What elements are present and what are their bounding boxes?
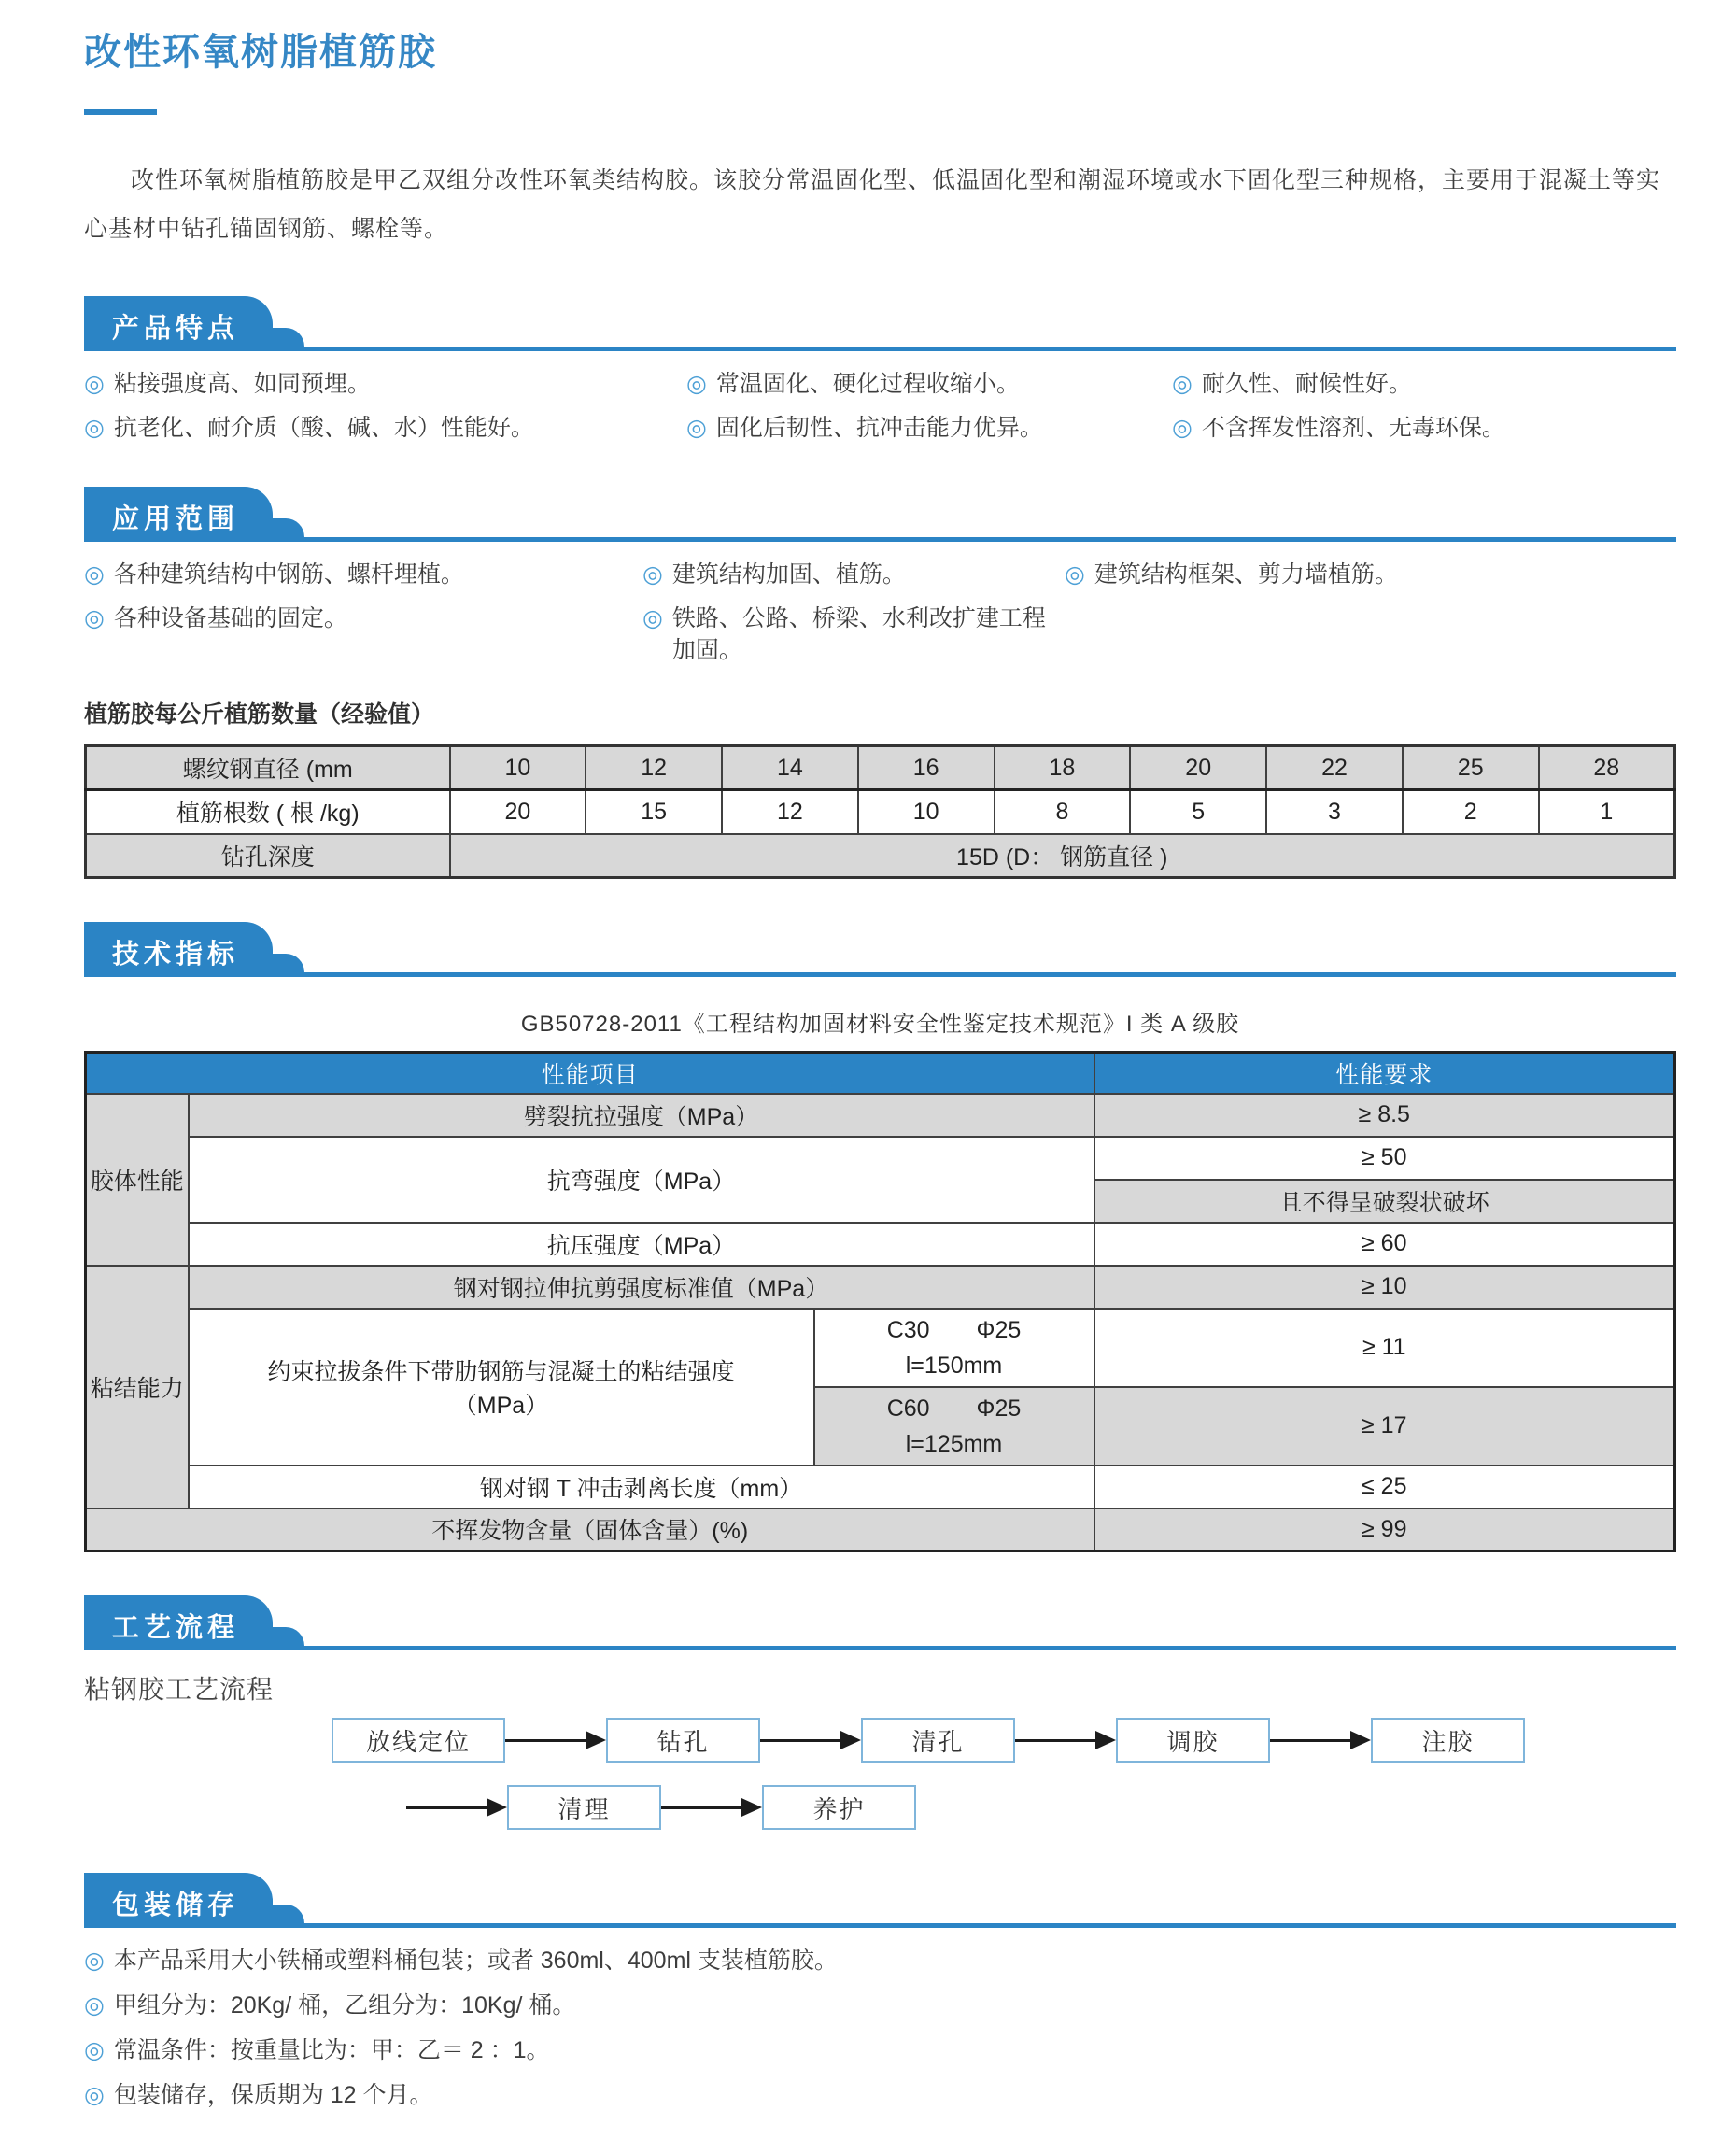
packaging-heading: 包装储存 <box>112 1891 240 1920</box>
section-header-packaging <box>84 1873 1676 1928</box>
technical-heading: 技术指标 <box>112 940 240 970</box>
bullseye-icon: ◎ <box>642 561 663 588</box>
packaging-text: 本产品采用大小铁桶或塑料桶包装；或者 360ml、400ml 支装植筋胶。 <box>113 1948 838 1974</box>
flow-step: 注胶 <box>1371 1718 1525 1763</box>
table-row <box>86 834 1675 878</box>
table-row <box>86 746 1675 790</box>
applications-badge <box>84 487 273 537</box>
list-item <box>84 412 686 444</box>
technical-table <box>84 1051 1676 1552</box>
bullseye-icon: ◎ <box>84 1992 105 2019</box>
condition-line2: l=125mm <box>905 1430 1003 1457</box>
flow-step: 调胶 <box>1116 1718 1270 1763</box>
cell: 14 <box>722 746 858 790</box>
property-cell: 不挥发物含量（固体含量）(%) <box>86 1509 1094 1551</box>
applications-heading: 应用范围 <box>112 504 240 534</box>
arrow-right-icon <box>661 1798 762 1817</box>
table-row <box>86 1094 1675 1137</box>
property-cell: 钢对钢拉伸抗剪强度标准值（MPa） <box>189 1266 1094 1309</box>
technical-badge <box>84 922 273 972</box>
cell: 16 <box>858 746 995 790</box>
cell: 25 <box>1403 746 1539 790</box>
table-row <box>86 1223 1675 1266</box>
requirement-cell: ≥ 50 <box>1094 1137 1675 1180</box>
flow-step: 放线定位 <box>332 1718 505 1763</box>
list-item <box>642 559 1065 590</box>
bullseye-icon: ◎ <box>84 2037 105 2063</box>
condition-line2: l=150mm <box>905 1352 1003 1379</box>
section-header-process <box>84 1595 1676 1650</box>
property-cell: 劈裂抗拉强度（MPa） <box>189 1094 1094 1137</box>
intro-paragraph: 改性环氧树脂植筋胶是甲乙双组分改性环氧类结构胶。该胶分常温固化型、低温固化型和潮湿环境或水下固化型三种规格，主要用于混凝土等实心基材中钻孔锚固钢筋、螺栓等。 <box>84 167 1661 242</box>
feature-text: 固化后韧性、抗冲击能力优异。 <box>715 415 1043 441</box>
features-list <box>84 368 1676 444</box>
cell: 15 <box>586 790 722 834</box>
span-cell: 15D (D： 钢筋直径 ) <box>450 834 1675 878</box>
dosage-table-title: 植筋胶每公斤植筋数量（经验值） <box>84 701 435 728</box>
list-item <box>1065 559 1676 590</box>
bullseye-icon: ◎ <box>1065 561 1085 588</box>
cell: 12 <box>586 746 722 790</box>
table-row <box>86 1309 1675 1387</box>
section-header-technical <box>84 922 1676 977</box>
feature-text: 不含挥发性溶剂、无毒环保。 <box>1201 415 1505 441</box>
cell: 28 <box>1539 746 1675 790</box>
bullseye-icon: ◎ <box>84 1948 105 1974</box>
list-item <box>686 412 1172 444</box>
cell: 2 <box>1403 790 1539 834</box>
bullseye-icon: ◎ <box>642 605 663 631</box>
feature-text: 抗老化、耐介质（酸、碱、水）性能好。 <box>113 415 534 441</box>
section-header-features <box>84 296 1676 351</box>
requirement-cell: ≥ 17 <box>1094 1387 1675 1466</box>
packaging-text: 常温条件：按重量比为：甲：乙＝ 2 ：1。 <box>113 2037 550 2063</box>
requirement-cell: ≥ 11 <box>1094 1309 1675 1387</box>
list-item <box>84 559 642 590</box>
packaging-text: 甲组分为：20Kg/ 桶，乙组分为：10Kg/ 桶。 <box>113 1992 576 2019</box>
cell: 1 <box>1539 790 1675 834</box>
list-item <box>84 1945 1676 1976</box>
dosage-table <box>84 744 1676 879</box>
list-item <box>84 2079 1676 2111</box>
requirement-cell: ≤ 25 <box>1094 1466 1675 1509</box>
bullseye-icon: ◎ <box>686 371 707 397</box>
list-item <box>84 368 686 400</box>
features-heading: 产品特点 <box>112 314 240 344</box>
list-item <box>84 2034 1676 2066</box>
property-cell: 抗压强度（MPa） <box>189 1223 1094 1266</box>
process-heading: 工艺流程 <box>112 1613 240 1643</box>
cell: 10 <box>858 790 995 834</box>
cell: 12 <box>722 790 858 834</box>
property-line2: （MPa） <box>453 1392 549 1419</box>
property-cell: 钢对钢 T 冲击剥离长度（mm） <box>189 1466 1094 1509</box>
applications-list <box>84 559 1676 666</box>
row-label: 植筋根数 ( 根 /kg) <box>86 790 450 834</box>
arrow-right-icon <box>1015 1731 1116 1749</box>
arrow-right-icon <box>505 1731 606 1749</box>
requirement-cell: ≥ 60 <box>1094 1223 1675 1266</box>
bullseye-icon: ◎ <box>1172 371 1193 397</box>
cell: 20 <box>450 790 586 834</box>
cell: 5 <box>1130 790 1266 834</box>
cell: 8 <box>995 790 1131 834</box>
cell: 20 <box>1130 746 1266 790</box>
column-header-requirement: 性能要求 <box>1094 1053 1675 1094</box>
condition-cell <box>814 1309 1094 1387</box>
features-badge <box>84 296 273 347</box>
requirement-cell: ≥ 99 <box>1094 1509 1675 1551</box>
requirement-cell: ≥ 8.5 <box>1094 1094 1675 1137</box>
table-row <box>86 1266 1675 1309</box>
list-item <box>1172 368 1676 400</box>
flow-step: 钻孔 <box>606 1718 760 1763</box>
application-text: 建筑结构加固、植筋。 <box>671 561 906 588</box>
bullseye-icon: ◎ <box>84 561 105 588</box>
bullseye-icon: ◎ <box>84 2082 105 2108</box>
group-label: 粘结能力 <box>86 1266 189 1509</box>
process-flow-row-2 <box>84 1785 1676 1830</box>
property-line1: 约束拉拔条件下带肋钢筋与混凝土的粘结强度 <box>267 1358 735 1385</box>
table-header-row <box>86 1053 1675 1094</box>
cell: 22 <box>1266 746 1403 790</box>
condition-line1: C60 Φ25 <box>886 1395 1022 1422</box>
process-subtitle: 粘钢胶工艺流程 <box>84 1675 275 1704</box>
cell: 3 <box>1266 790 1403 834</box>
property-cell <box>189 1309 814 1466</box>
arrow-right-icon <box>406 1798 507 1817</box>
arrow-right-icon <box>760 1731 861 1749</box>
packaging-list <box>84 1945 1676 2111</box>
table-row <box>86 790 1675 834</box>
flow-step: 清理 <box>507 1785 661 1830</box>
title-underline <box>84 109 157 115</box>
requirement-cell: 且不得呈破裂状破坏 <box>1094 1180 1675 1223</box>
row-label: 螺纹钢直径 (mm <box>86 746 450 790</box>
application-text: 各种建筑结构中钢筋、螺杆埋植。 <box>113 561 464 588</box>
list-item <box>84 1990 1676 2021</box>
bullseye-icon: ◎ <box>84 371 105 397</box>
packaging-text: 包装储存，保质期为 12 个月。 <box>113 2082 433 2108</box>
column-header-item: 性能项目 <box>86 1053 1094 1094</box>
list-item <box>84 602 642 666</box>
table-row <box>86 1137 1675 1180</box>
page-title: 改性环氧树脂植筋胶 <box>84 32 437 73</box>
feature-text: 耐久性、耐候性好。 <box>1201 371 1412 397</box>
table-row <box>86 1509 1675 1551</box>
feature-text: 粘接强度高、如同预埋。 <box>113 371 371 397</box>
requirement-cell: ≥ 10 <box>1094 1266 1675 1309</box>
section-header-applications <box>84 487 1676 542</box>
table-row <box>86 1466 1675 1509</box>
arrow-right-icon <box>1270 1731 1371 1749</box>
condition-line1: C30 Φ25 <box>886 1316 1022 1343</box>
condition-cell <box>814 1387 1094 1466</box>
packaging-badge <box>84 1873 273 1923</box>
bullseye-icon: ◎ <box>84 605 105 631</box>
list-item <box>686 368 1172 400</box>
application-text: 各种设备基础的固定。 <box>113 605 347 631</box>
process-badge <box>84 1595 273 1646</box>
group-label: 胶体性能 <box>86 1094 189 1266</box>
list-item <box>1172 412 1676 444</box>
list-item <box>642 602 1065 666</box>
row-label: 钻孔深度 <box>86 834 450 878</box>
flow-step: 养护 <box>762 1785 916 1830</box>
cell: 10 <box>450 746 586 790</box>
technical-standard-subtitle: GB50728-2011《工程结构加固材料安全性鉴定技术规范》I 类 A 级胶 <box>520 1012 1240 1037</box>
application-text: 建筑结构框架、剪力墙植筋。 <box>1094 561 1398 588</box>
feature-text: 常温固化、硬化过程收缩小。 <box>715 371 1020 397</box>
bullseye-icon: ◎ <box>84 415 105 441</box>
cell: 18 <box>995 746 1131 790</box>
application-text: 铁路、公路、桥梁、水利改扩建工程加固。 <box>671 605 1046 663</box>
property-cell: 抗弯强度（MPa） <box>189 1137 1094 1223</box>
process-flow-row-1 <box>84 1718 1676 1763</box>
bullseye-icon: ◎ <box>686 415 707 441</box>
bullseye-icon: ◎ <box>1172 415 1193 441</box>
flow-step: 清孔 <box>861 1718 1015 1763</box>
